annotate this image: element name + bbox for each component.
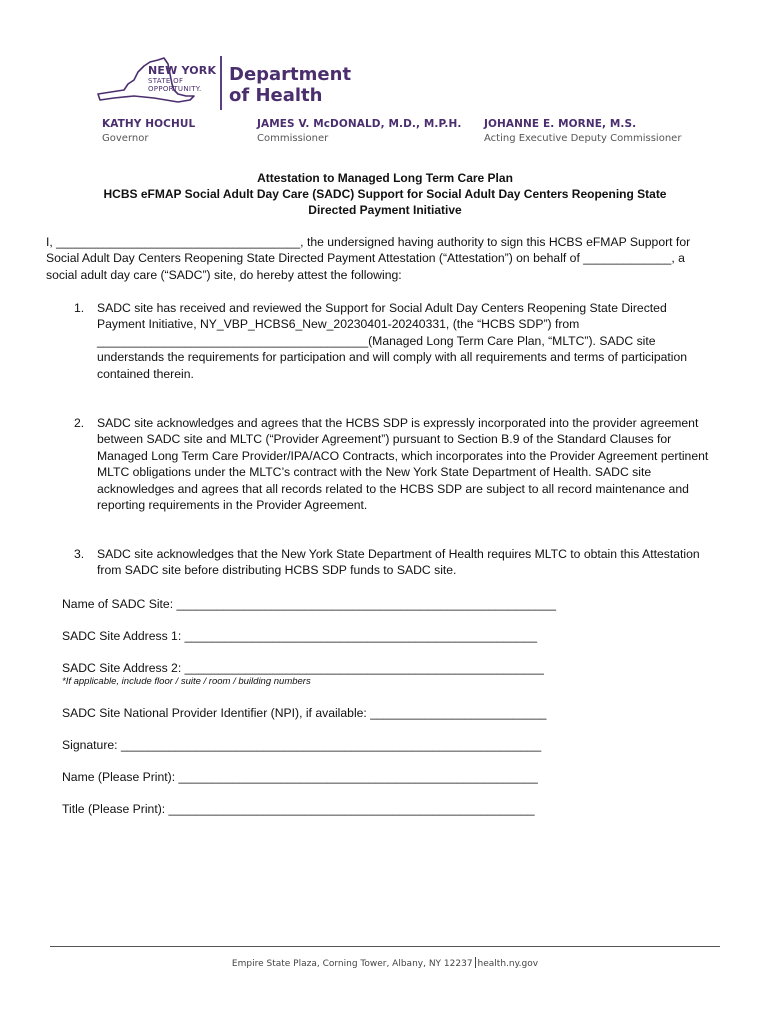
footer-address: Empire State Plaza, Corning Tower, Albany, NY 12237 — [231, 959, 473, 969]
signature-field[interactable]: Signature: ______________________________________________________________ — [62, 738, 542, 752]
official-name: KATHY HOCHUL — [102, 118, 196, 130]
official-title: Governor — [102, 133, 149, 144]
address-2-note: *If applicable, include floor / suite / room / building numbers — [62, 676, 311, 687]
official-title: Commissioner — [257, 133, 329, 144]
list-text: SADC site acknowledges and agrees that the HCBS SDP is expressly incorporated into the provider agreement between SADC site and MLTC (“Provider Agreement”) pursuant to Section B.9 of the Standard Clauses for Managed Long Term Care Provider/IPA/ACO Contracts, which incorporates into the Provider Agreement pertinent MLTC obligations under the MLTC’s contract with the New York State Department of Health. SADC site acknowledges and agrees that all records related to the HCBS SDP are subject to all record maintenance and reporting requirements in the Provider Agreement. — [97, 416, 709, 513]
department-name — [229, 64, 351, 106]
logo-new-york: NEW YORK — [148, 64, 217, 77]
official-deputy-commissioner — [484, 118, 681, 144]
list-text: SADC site acknowledges that the New York State Department of Health requires MLTC to obtain this Attestation from SADC site before distributing HCBS SDP funds to SADC site. — [97, 547, 700, 578]
list-number: 3. — [74, 547, 85, 561]
logo-wordmark — [148, 64, 216, 93]
list-item — [74, 415, 718, 513]
sadc-site-name-field[interactable]: Name of SADC Site: ________________________________________________________ — [62, 597, 557, 611]
logo-opportunity: OPPORTUNITY. — [148, 85, 202, 93]
footer-divider — [50, 946, 720, 947]
footer — [0, 957, 770, 969]
footer-separator — [475, 957, 476, 968]
official-name: JOHANNE E. MORNE, M.S. — [484, 118, 637, 130]
title-line-1: Attestation to Managed Long Term Care Plan — [257, 171, 513, 185]
list-number: 2. — [74, 416, 85, 430]
department-line-2: of Health — [229, 85, 323, 106]
sadc-site-address-2-field[interactable]: SADC Site Address 2: _____________________________________________________ — [62, 661, 544, 675]
printed-name-field[interactable]: Name (Please Print): _____________________________________________________ — [62, 770, 538, 784]
title-line-2: HCBS eFMAP Social Adult Day Care (SADC) Support for Social Adult Day Centers Reopening State — [103, 187, 667, 201]
title-line-3: Directed Payment Initiative — [308, 203, 462, 217]
printed-title-field[interactable]: Title (Please Print): ______________________________________________________ — [62, 802, 535, 816]
official-governor — [102, 118, 195, 144]
official-title: Acting Executive Deputy Commissioner — [484, 133, 682, 144]
document-title — [40, 170, 730, 218]
list-item — [74, 546, 718, 579]
logo-state-of: STATE OF — [148, 77, 184, 85]
sadc-site-address-1-field[interactable]: SADC Site Address 1: ____________________________________________________ — [62, 629, 538, 643]
department-line-1: Department — [229, 64, 352, 85]
footer-website[interactable]: health.ny.gov — [477, 959, 539, 969]
npi-field[interactable]: SADC Site National Provider Identifier (NPI), if available: __________________________ — [62, 706, 547, 720]
official-name: JAMES V. McDONALD, M.D., M.P.H. — [257, 118, 462, 130]
list-text: SADC site has received and reviewed the Support for Social Adult Day Centers Reopening State Directed Payment Initiative, NY_VBP_HCBS6_New_20230401-20240331, (the “HCBS SDP”) from ________________________________________(Managed Long Term Care Plan, “MLTC”). SADC site understands the requirements for participation and will comply with all requirements and terms of participation contained therein. — [97, 301, 688, 381]
intro-paragraph: I, ____________________________________, the undersigned having authority to sign this HCBS eFMAP Support for Social Adult Day Centers Reopening State Directed Payment Attestation (“Attestation”) on behalf of _____________, a social adult day care (“SADC”) site, do hereby attest the following: — [46, 235, 691, 282]
list-item — [74, 300, 718, 382]
official-commissioner — [257, 118, 461, 144]
logo-divider — [220, 56, 222, 110]
list-number: 1. — [74, 301, 85, 315]
